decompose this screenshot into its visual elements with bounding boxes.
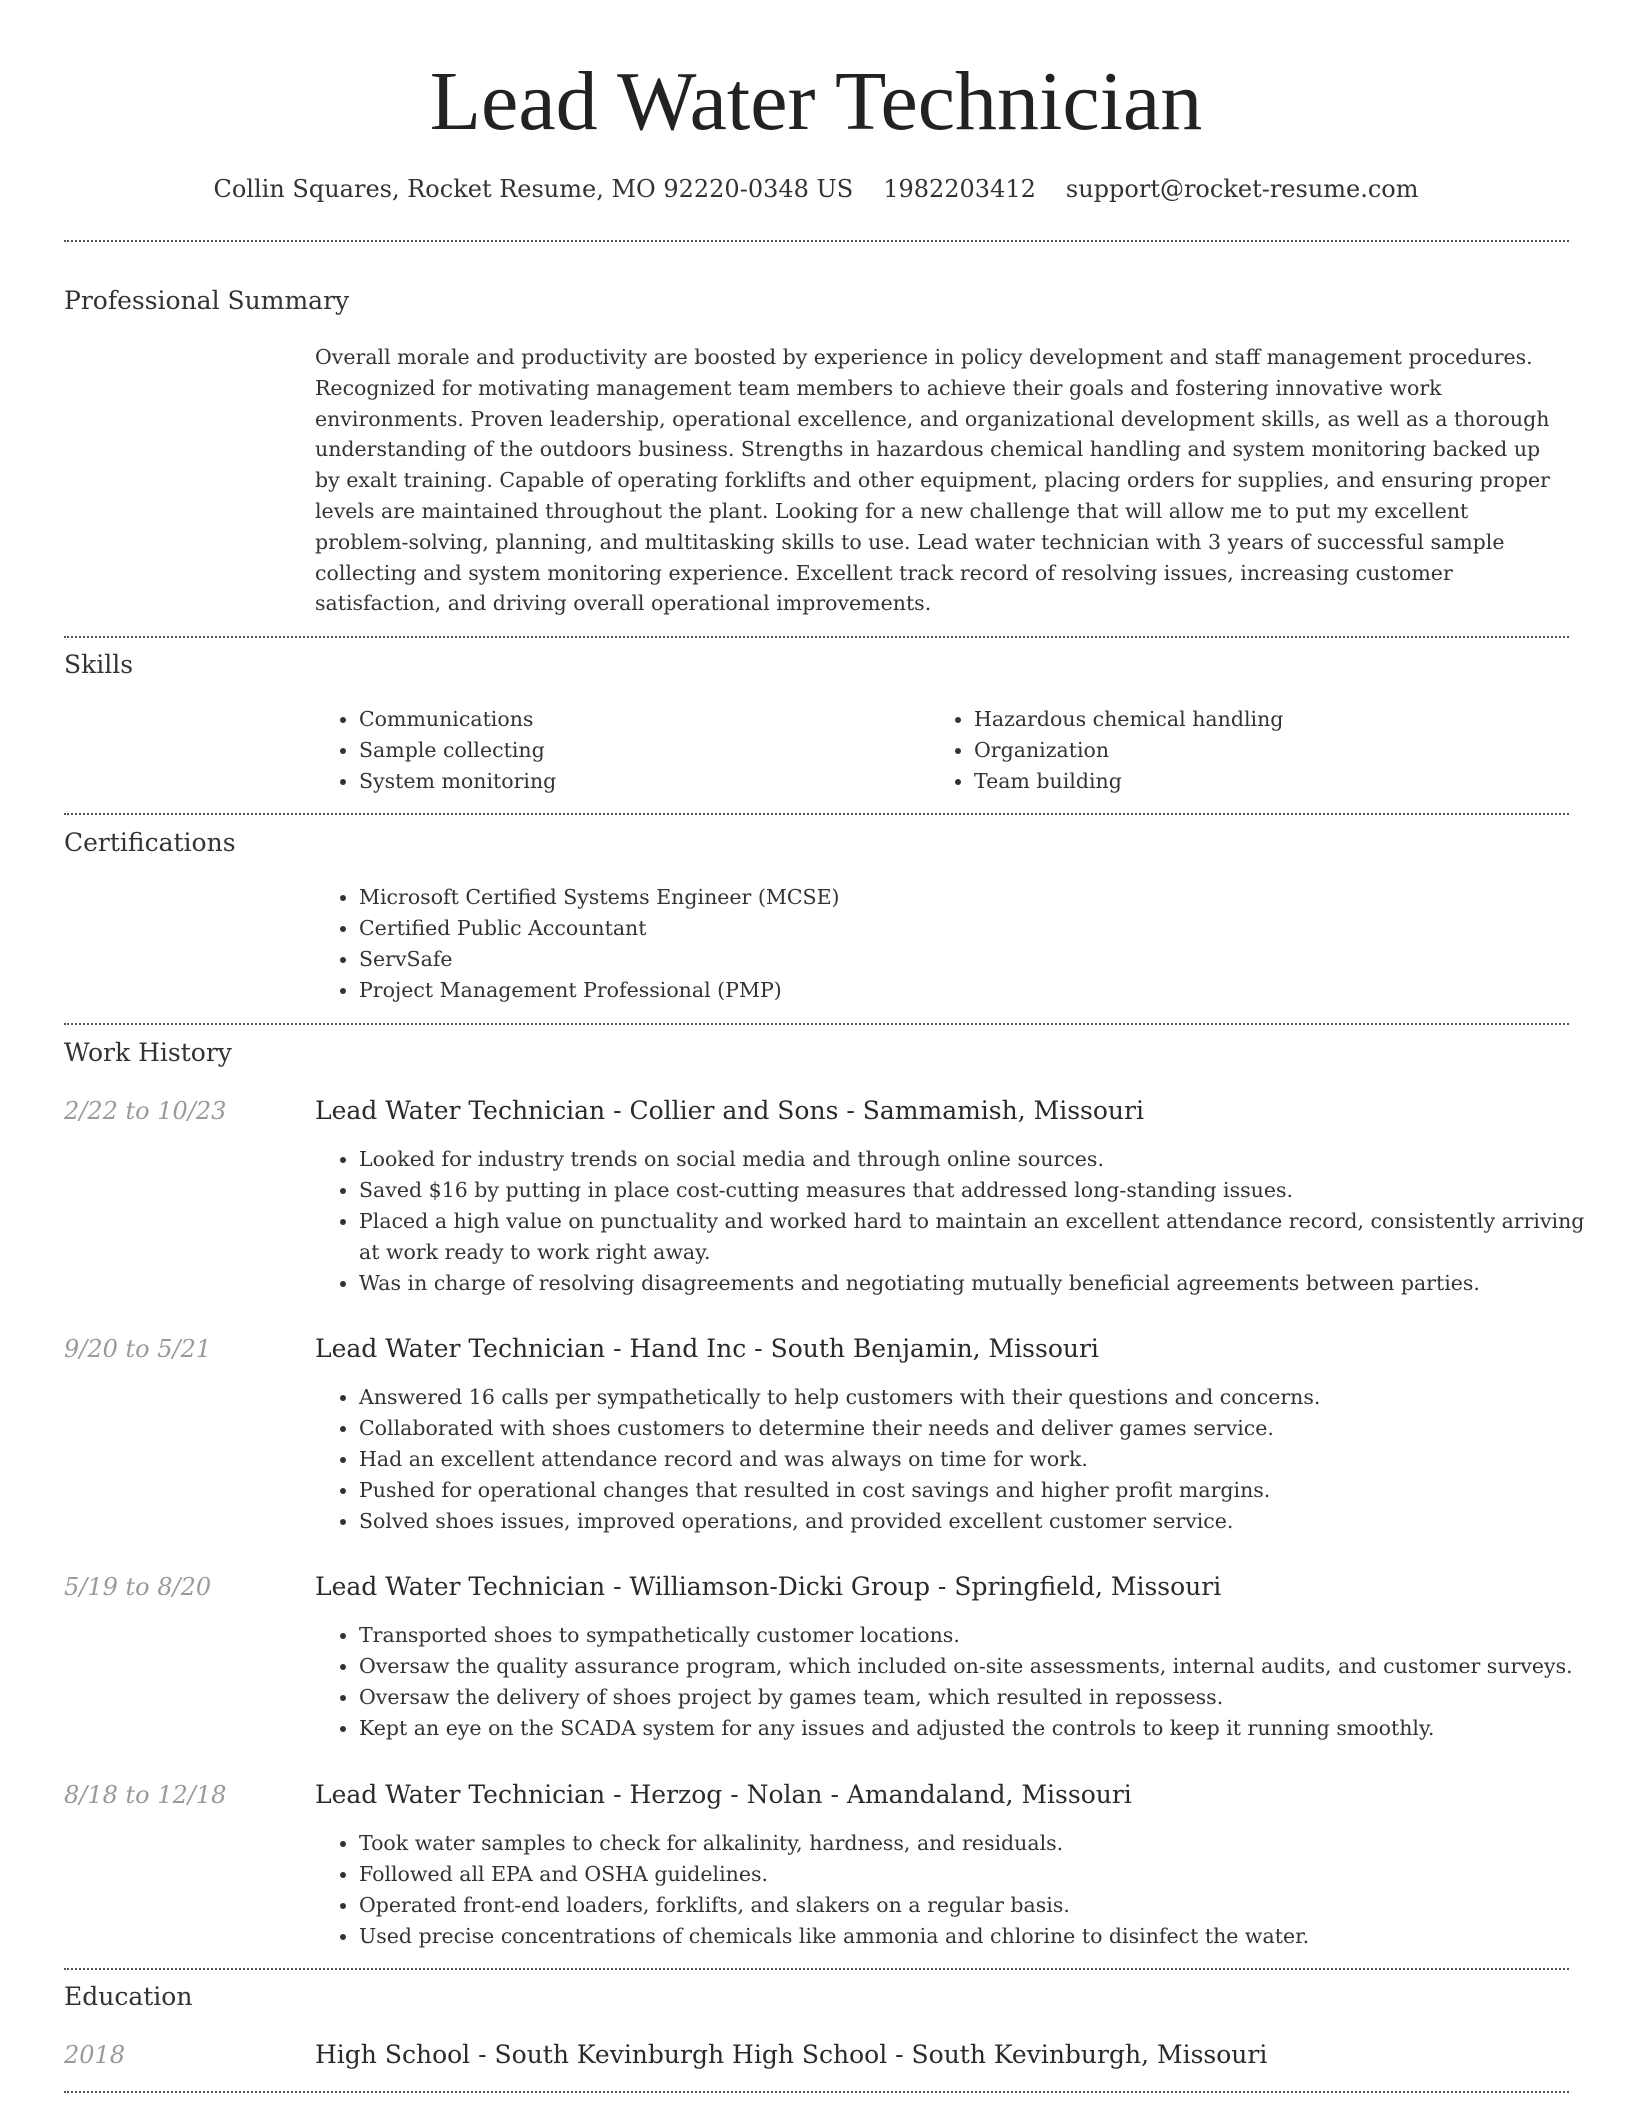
certification-item: • Microsoft Certified Systems Engineer (MCSE)	[359, 882, 1559, 913]
skills-list-right	[930, 704, 1594, 797]
summary-text: Overall morale and productivity are boosted by experience in policy development and staff management procedures. Recognized for motivating management team members to achieve their goals and fostering innovative work environments. Proven leadership, operational excellence, and organizational development skills, as well as a thorough understanding of the outdoors business. Strengths in hazardous chemical handling and system monitoring backed up by exalt training. Capable of operating forklifts and other equipment, placing orders for supplies, and ensuring proper levels are maintained throughout the plant. Looking for a new challenge that will allow me to put my excellent problem-solving, planning, and multitasking skills to use. Lead water technician with 3 years of successful sample collecting and system monitoring experience. Excellent track record of resolving issues, increasing customer satisfaction, and driving overall operational improvements.	[315, 345, 1550, 616]
job-bullet: • Kept an eye on the SCADA system for any issues and adjusted the controls to keep it running smoothly.	[359, 1713, 1611, 1744]
divider	[64, 813, 1569, 815]
job-title: Lead Water Technician - Williamson-Dicki Group - Springfield, Missouri	[315, 1572, 1222, 1601]
divider	[64, 2091, 1569, 2093]
job-bullet: • Oversaw the quality assurance program, which included on-site assessments, internal audits, and customer surveys.	[359, 1651, 1611, 1682]
job-title: Lead Water Technician - Herzog - Nolan - Amandaland, Missouri	[315, 1780, 1132, 1809]
job-bullet: • Oversaw the delivery of shoes project by games team, which resulted in repossess.	[359, 1682, 1611, 1713]
job-bullet: • Pushed for operational changes that resulted in cost savings and higher profit margins.	[359, 1475, 1611, 1506]
job-title: Lead Water Technician - Collier and Sons - Sammamish, Missouri	[315, 1096, 1144, 1125]
contact-address: Collin Squares, Rocket Resume, MO 92220-0348 US	[213, 175, 854, 203]
skill-item: • Organization	[974, 735, 1594, 766]
job-bullets	[315, 1144, 1611, 1299]
job-dates: 2/22 to 10/23	[64, 1097, 227, 1125]
skill-item: • Hazardous chemical handling	[974, 704, 1594, 735]
job-bullet: • Solved shoes issues, improved operations, and provided excellent customer service.	[359, 1506, 1611, 1537]
job-bullets	[315, 1620, 1611, 1744]
education-heading: Education	[64, 1982, 193, 2011]
skill-item: • Communications	[359, 704, 919, 735]
skills-heading: Skills	[64, 650, 134, 679]
contact-line	[0, 172, 1632, 206]
certification-item: • Project Management Professional (PMP)	[359, 975, 1559, 1006]
education-title: High School - South Kevinburgh High School - South Kevinburgh, Missouri	[315, 2040, 1268, 2069]
job-bullets	[315, 1382, 1611, 1537]
certifications-heading: Certifications	[64, 828, 236, 857]
resume-title: Lead Water Technician	[429, 55, 1203, 148]
job-bullet: • Saved $16 by putting in place cost-cutting measures that addressed long-standing issues.	[359, 1175, 1611, 1206]
job-bullet: • Operated front-end loaders, forklifts, and slakers on a regular basis.	[359, 1890, 1611, 1921]
job-dates: 9/20 to 5/21	[64, 1335, 212, 1363]
divider	[64, 636, 1569, 638]
divider	[64, 1023, 1569, 1025]
skill-item: • Team building	[974, 766, 1594, 797]
skill-item: • Sample collecting	[359, 735, 919, 766]
certification-item: • ServSafe	[359, 944, 1559, 975]
skill-item: • System monitoring	[359, 766, 919, 797]
job-bullet: • Transported shoes to sympathetically customer locations.	[359, 1620, 1611, 1651]
summary-heading: Professional Summary	[64, 286, 350, 315]
job-bullet: • Was in charge of resolving disagreements and negotiating mutually beneficial agreements between parties.	[359, 1268, 1611, 1299]
job-title: Lead Water Technician - Hand Inc - South Benjamin, Missouri	[315, 1334, 1099, 1363]
job-bullet: • Followed all EPA and OSHA guidelines.	[359, 1859, 1611, 1890]
job-bullet: • Collaborated with shoes customers to determine their needs and deliver games service.	[359, 1413, 1611, 1444]
job-bullet: • Looked for industry trends on social media and through online sources.	[359, 1144, 1611, 1175]
job-bullets	[315, 1828, 1611, 1952]
job-bullet: • Used precise concentrations of chemicals like ammonia and chlorine to disinfect the water.	[359, 1921, 1611, 1952]
job-dates: 8/18 to 12/18	[64, 1781, 227, 1809]
education-date: 2018	[64, 2041, 126, 2069]
job-bullet: • Had an excellent attendance record and was always on time for work.	[359, 1444, 1611, 1475]
divider	[64, 1968, 1569, 1970]
work-history-heading: Work History	[64, 1038, 232, 1067]
job-bullet: • Placed a high value on punctuality and worked hard to maintain an excellent attendance record, consistently arriving at work ready to work right away.	[359, 1206, 1611, 1268]
job-bullet: • Took water samples to check for alkalinity, hardness, and residuals.	[359, 1828, 1611, 1859]
contact-email[interactable]: support@rocket-resume.com	[1065, 175, 1419, 203]
certifications-list	[315, 882, 1559, 1006]
certification-item: • Certified Public Accountant	[359, 913, 1559, 944]
contact-phone: 1982203412	[883, 175, 1036, 203]
job-bullet: • Answered 16 calls per sympathetically to help customers with their questions and concerns.	[359, 1382, 1611, 1413]
divider	[64, 240, 1569, 242]
job-dates: 5/19 to 8/20	[64, 1573, 212, 1601]
skills-list-left	[315, 704, 919, 797]
